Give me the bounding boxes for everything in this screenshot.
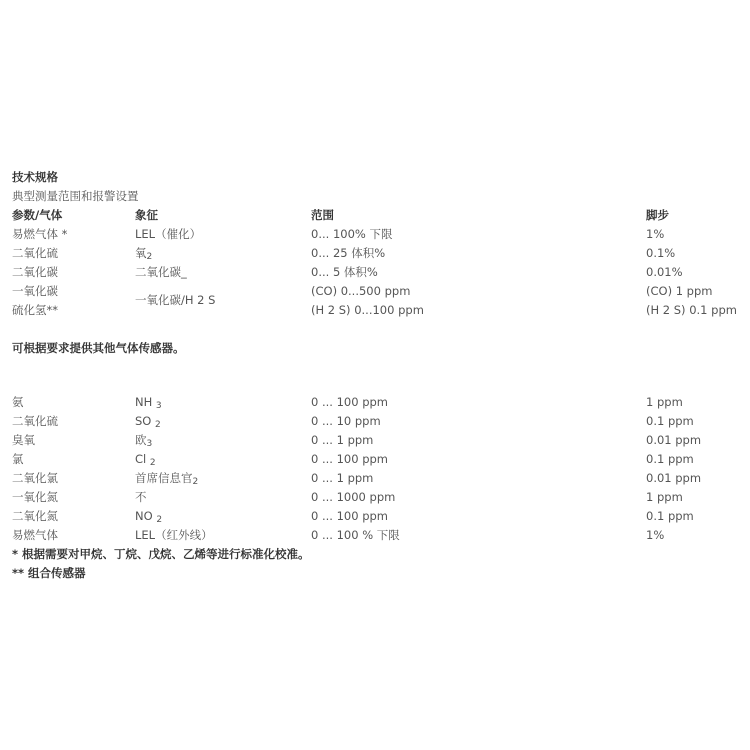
gas-symbol: LEL（催化） [135,227,202,241]
gas-symbol: 一氧化碳/H 2 S [135,293,216,307]
gas-range: 0 ... 1000 ppm [311,490,396,504]
gas-range: 0 ... 1 ppm [311,471,374,485]
gas-symbol: NO $_2$ [135,509,163,525]
gas-range: 0 ... 100 ppm [311,395,389,409]
gas-name: 氨 [12,395,24,409]
gas-name: 一氧化碳 [12,284,58,298]
gas-name: 臭氧 [12,433,35,447]
gas-name: 二氧化硫 [12,246,58,260]
gas-name: 二氧化硫 [12,414,58,428]
gas-step: 0.01 ppm [646,471,702,485]
gas-name: 二氧化碳 [12,265,58,279]
gas-range: 0 ... 10 ppm [311,414,381,428]
footnote-combo-sensor: ** 组合传感器 [12,566,86,580]
gas-symbol: 不 [135,490,147,504]
gas-step: (H 2 S) 0.1 ppm [646,303,737,317]
gas-range: 0 ... 1 ppm [311,433,374,447]
gas-range: 0... 5 体积% [311,265,378,279]
gas-step: (CO) 1 ppm [646,284,713,298]
other-sensors-note: 可根据要求提供其他气体传感器。 [12,341,185,355]
spec-title: 技术规格 [12,170,58,184]
gas-symbol: 氧$_2$ [135,246,153,262]
header-symbol: 象征 [135,208,158,222]
gas-step: 0.01 ppm [646,433,702,447]
gas-step: 0.1 ppm [646,414,694,428]
gas-step: 0.1% [646,246,676,260]
gas-symbol: 二氧化碳_ [135,265,187,279]
header-gas: 参数/气体 [12,208,63,222]
gas-symbol: SO $_2$ [135,414,161,430]
gas-range: 0 ... 100 ppm [311,452,389,466]
gas-name: 氯 [12,452,24,466]
header-step: 脚步 [646,208,669,222]
gas-symbol: 首席信息官$_2$ [135,471,199,487]
gas-range: 0... 25 体积% [311,246,386,260]
gas-step: 1% [646,528,665,542]
gas-step: 0.1 ppm [646,452,694,466]
gas-name: 易燃气体 * [12,227,68,241]
gas-name: 二氧化氮 [12,509,58,523]
gas-range: 0... 100% 下限 [311,227,393,241]
gas-range: 0 ... 100 ppm [311,509,389,523]
gas-range: (H 2 S) 0...100 ppm [311,303,424,317]
gas-name: 易燃气体 [12,528,58,542]
gas-step: 1 ppm [646,490,683,504]
gas-name: 二氧化氯 [12,471,58,485]
gas-symbol: Cl $_2$ [135,452,156,468]
gas-step: 0.01% [646,265,683,279]
gas-symbol: 欧$_3$ [135,433,153,449]
gas-range: (CO) 0...500 ppm [311,284,411,298]
footnote-calibration: * 根据需要对甲烷、丁烷、戊烷、乙烯等进行标准化校准。 [12,547,310,561]
spec-subtitle: 典型测量范围和报警设置 [12,189,139,203]
gas-step: 0.1 ppm [646,509,694,523]
header-range: 范围 [311,208,334,222]
gas-symbol: LEL（红外线） [135,528,213,542]
gas-symbol: NH $_3$ [135,395,162,411]
gas-range: 0 ... 100 % 下限 [311,528,400,542]
gas-step: 1% [646,227,665,241]
gas-name: 一氧化氮 [12,490,58,504]
gas-step: 1 ppm [646,395,683,409]
gas-name: 硫化氢** [12,303,58,317]
